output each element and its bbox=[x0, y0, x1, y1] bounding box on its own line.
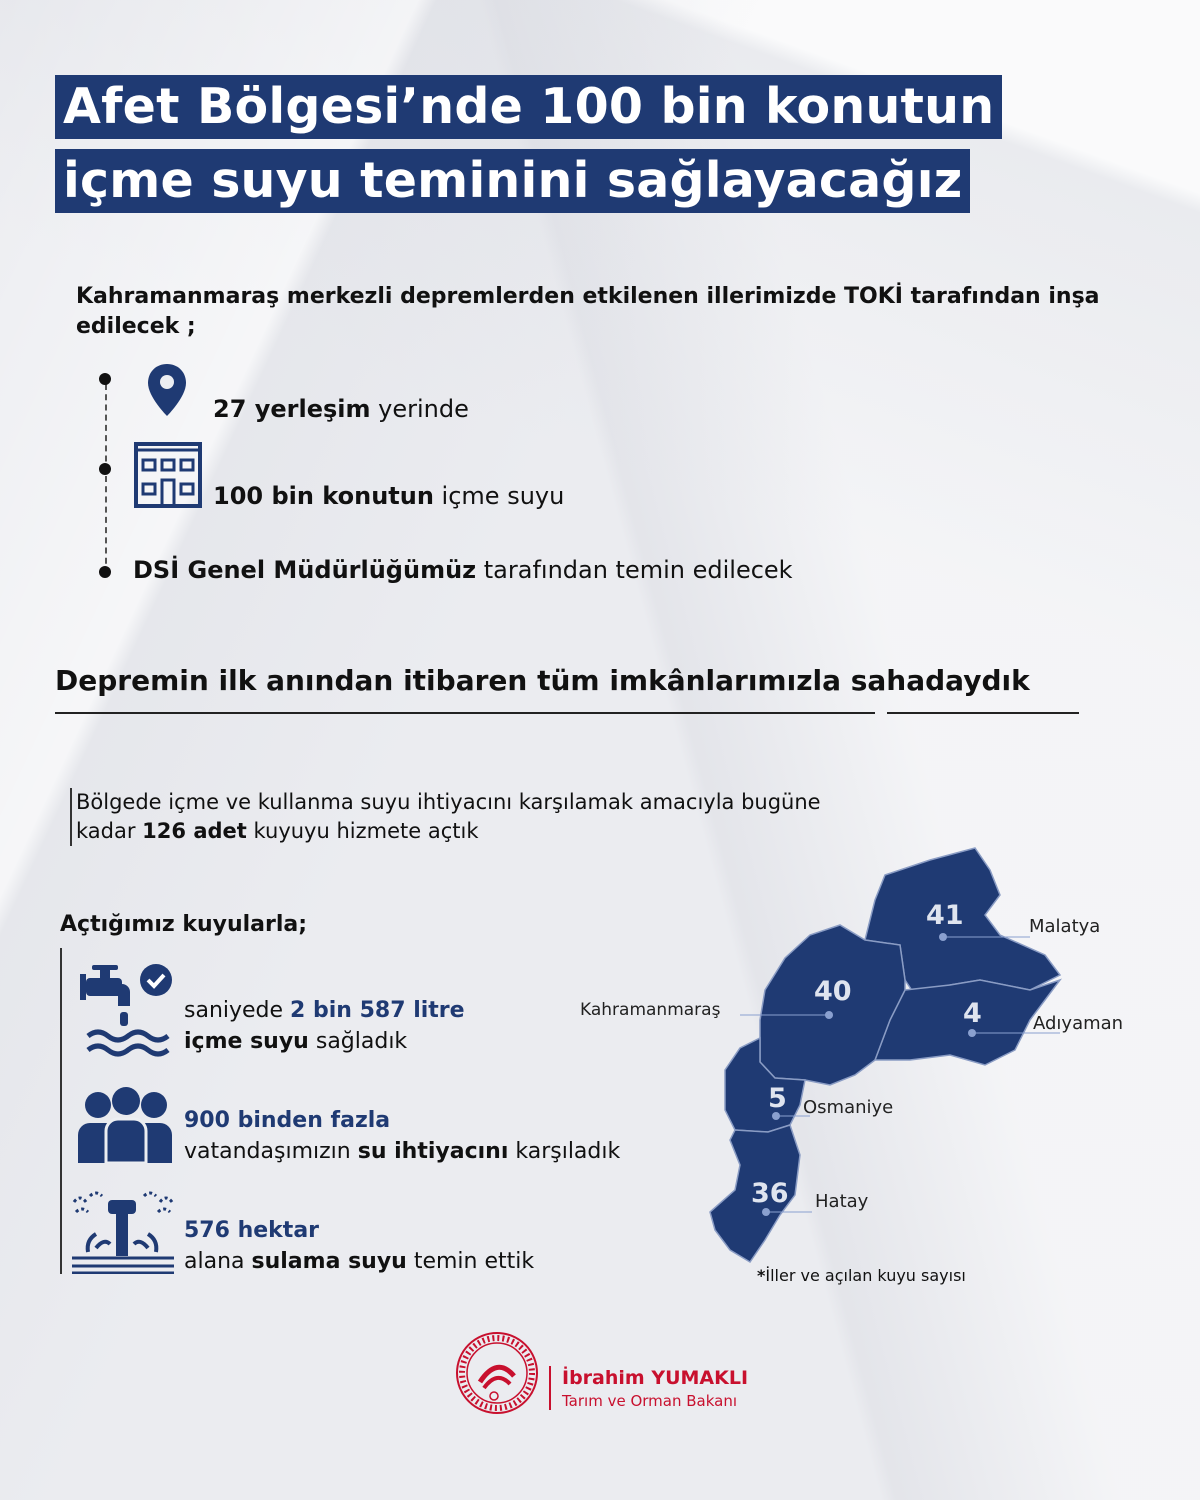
building-icon bbox=[132, 440, 204, 510]
minister-name: İbrahim YUMAKLI bbox=[562, 1367, 749, 1389]
location-pin-icon bbox=[146, 362, 188, 418]
footer-separator bbox=[549, 1366, 551, 1410]
wells-count-osmaniye: 5 bbox=[768, 1083, 787, 1114]
label-malatya: Malatya bbox=[1029, 916, 1101, 937]
list-title: Açtığımız kuyularla; bbox=[60, 912, 308, 937]
section-heading: Depremin ilk anından itibaren tüm imkânlarımızla sahadaydık bbox=[55, 664, 1030, 697]
label-adiyaman: Adıyaman bbox=[1033, 1013, 1124, 1034]
label-kahramanmaras: Kahramanmaraş bbox=[580, 1000, 721, 1020]
people-group-icon bbox=[74, 1085, 176, 1163]
wells-count-kahramanmaras: 40 bbox=[814, 976, 852, 1007]
label-osmaniye: Osmaniye bbox=[803, 1097, 894, 1118]
bullet-houses: 100 bin konutun içme suyu bbox=[213, 482, 565, 510]
ministry-seal-logo bbox=[454, 1330, 540, 1416]
label-hatay: Hatay bbox=[815, 1191, 869, 1212]
feature-1-line-1: saniyede 2 bin 587 litre bbox=[184, 998, 465, 1023]
map-dot-malatya bbox=[939, 933, 947, 941]
wells-paragraph: Bölgede içme ve kullanma suyu ihtiyacını karşılamak amacıyla bugüne kadar 126 adet kuyuyu hizmete açtık bbox=[70, 788, 821, 846]
minister-role: Tarım ve Orman Bakanı bbox=[562, 1392, 738, 1410]
title-line-2: içme suyu teminini sağlayacağız bbox=[55, 149, 970, 213]
wells-count-malatya: 41 bbox=[926, 900, 964, 931]
list-bar bbox=[60, 948, 62, 1274]
irrigation-sprinkler-icon bbox=[68, 1190, 178, 1274]
map-dot-kahramanmaras bbox=[825, 1011, 833, 1019]
wells-count-hatay: 36 bbox=[751, 1178, 789, 1209]
bullet-connector bbox=[105, 384, 107, 574]
feature-3-line-2: alana sulama suyu temin ettik bbox=[184, 1249, 535, 1274]
wells-count-adiyaman: 4 bbox=[963, 998, 982, 1029]
title-line-1: Afet Bölgesi’nde 100 bin konutun bbox=[55, 75, 1002, 139]
heading-underline bbox=[887, 712, 1079, 714]
bullet-dsi: DSİ Genel Müdürlüğümüz tarafından temin edilecek bbox=[133, 556, 793, 584]
bullet-dot bbox=[99, 373, 111, 385]
bullet-dot bbox=[99, 566, 111, 578]
feature-2-line-1: 900 binden fazla bbox=[184, 1108, 391, 1133]
map-dot-hatay bbox=[762, 1208, 770, 1216]
bullet-settlements: 27 yerleşim yerinde bbox=[213, 395, 469, 423]
map-dot-adiyaman bbox=[968, 1029, 976, 1037]
feature-3-line-1: 576 hektar bbox=[184, 1218, 320, 1243]
bullet-dot bbox=[99, 463, 111, 475]
intro-text: Kahramanmaraş merkezli depremlerden etkilenen illerimizde TOKİ tarafından inşa edilecek ; bbox=[76, 284, 1100, 339]
map-note: *İller ve açılan kuyu sayısı bbox=[757, 1266, 966, 1285]
heading-underline bbox=[55, 712, 875, 714]
feature-2-line-2: vatandaşımızın su ihtiyacını karşıladık bbox=[184, 1139, 621, 1164]
water-tap-icon bbox=[78, 962, 176, 1058]
feature-1-line-2: içme suyu sağladık bbox=[184, 1029, 408, 1054]
